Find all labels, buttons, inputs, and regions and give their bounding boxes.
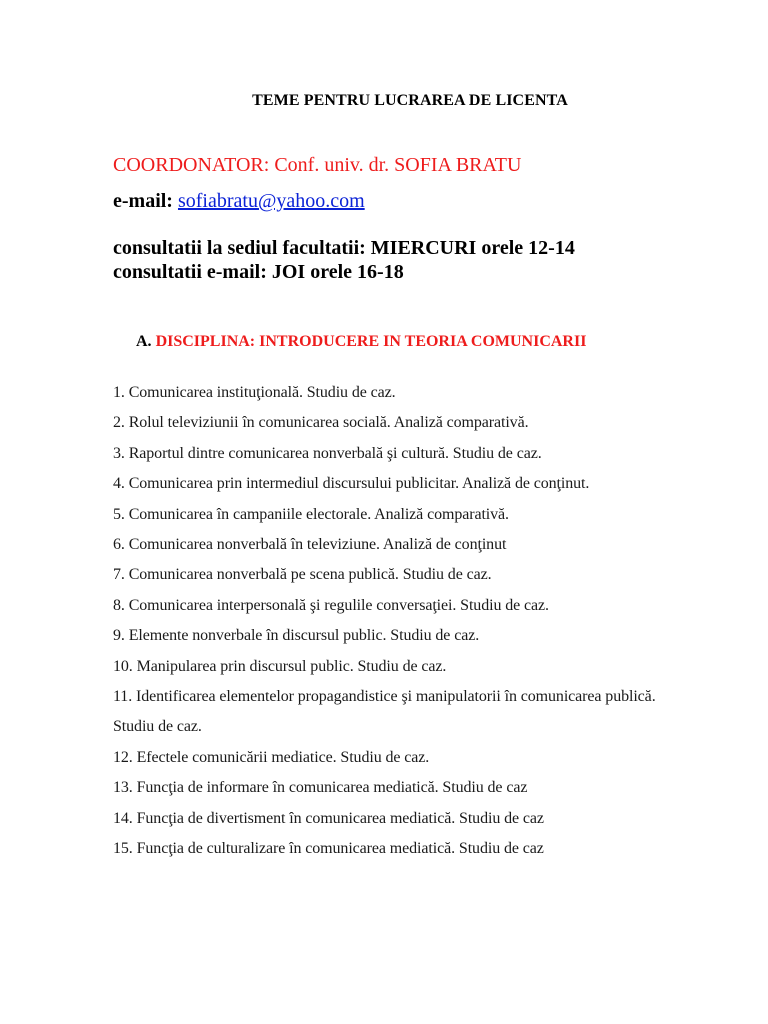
topics-list (113, 378, 656, 865)
section-heading (136, 333, 586, 351)
list-item: 5. Comunicarea în campaniile electorale. Analiză comparativă. (113, 505, 509, 523)
list-item: 8. Comunicarea interpersonală şi regulile conversaţiei. Studiu de caz. (113, 596, 549, 614)
list-item: 1. Comunicarea instituţională. Studiu de caz. (113, 384, 396, 401)
document-title: TEME PENTRU LUCRAREA DE LICENTA (252, 92, 568, 109)
list-item: 2. Rolul televiziunii în comunicarea socială. Analiză comparativă. (113, 414, 529, 432)
list-item: 7. Comunicarea nonverbală pe scena publică. Studiu de caz. (113, 566, 492, 584)
list-item: 11. Identificarea elementelor propagandistice şi manipulatorii în comunicarea publică. (113, 688, 656, 706)
email-label: e-mail: (113, 190, 173, 212)
list-item: 4. Comunicarea prin intermediul discursului publicitar. Analiză de conţinut. (113, 475, 590, 493)
list-item: 13. Funcţia de informare în comunicarea mediatică. Studiu de caz (113, 779, 528, 797)
list-item: 12. Efectele comunicării mediatice. Studiu de caz. (113, 748, 430, 766)
list-item: 10. Manipularea prin discursul public. Studiu de caz. (113, 657, 447, 675)
list-item: 14. Funcţia de divertisment în comunicarea mediatică. Studiu de caz (113, 809, 544, 827)
section-title: DISCIPLINA: INTRODUCERE IN TEORIA COMUNICARII (155, 333, 587, 350)
consultation-office: consultatii la sediul facultatii: MIERCURI orele 12-14 (113, 237, 575, 259)
list-item: Studiu de caz. (113, 718, 202, 736)
consultation-email: consultatii e-mail: JOI orele 16-18 (113, 261, 404, 283)
email-line (113, 190, 365, 213)
list-item: 9. Elemente nonverbale în discursul public. Studiu de caz. (113, 627, 480, 645)
coordinator-line: COORDONATOR: Conf. univ. dr. SOFIA BRATU (113, 154, 522, 176)
email-link[interactable]: sofiabratu@yahoo.com (177, 190, 365, 212)
section-prefix: A. (136, 333, 152, 350)
list-item: 6. Comunicarea nonverbală în televiziune. Analiză de conţinut (113, 536, 507, 554)
list-item: 15. Funcţia de culturalizare în comunicarea mediatică. Studiu de caz (113, 840, 544, 858)
list-item: 3. Raportul dintre comunicarea nonverbală şi cultură. Studiu de caz. (113, 444, 542, 462)
